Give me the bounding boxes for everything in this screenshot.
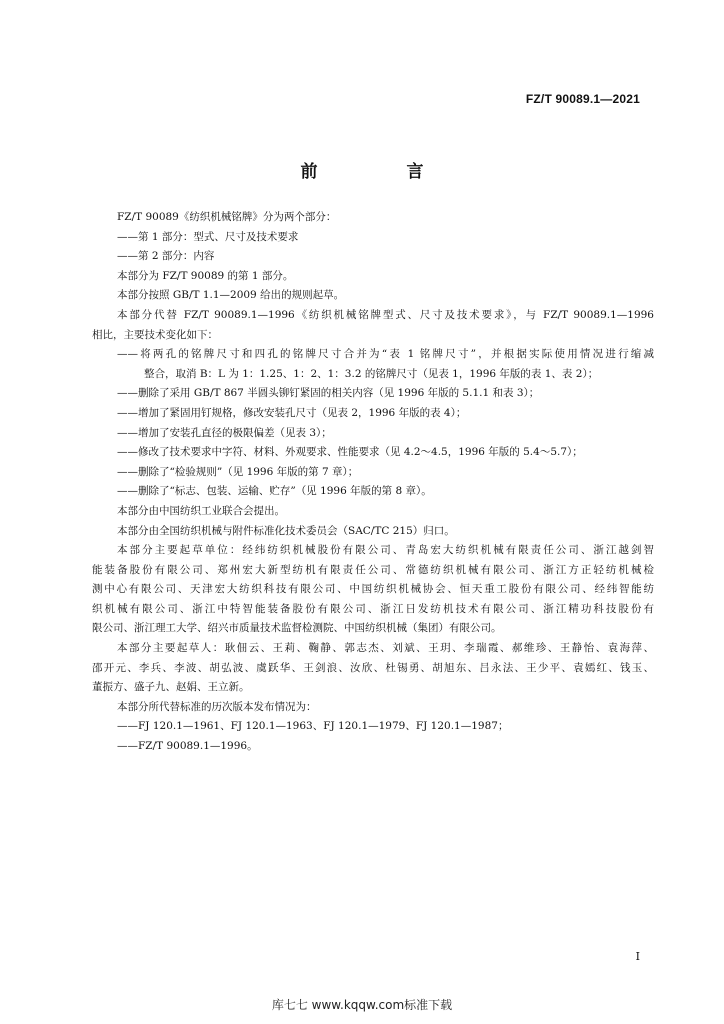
page-title: 前 言: [300, 162, 460, 182]
paragraph-continuation: 织机械有限公司、浙江中特智能装备股份有限公司、浙江日发纺机技术有限公司、浙江精功科技股份有: [92, 602, 654, 615]
paragraph: 本部分主要起草单位：经纬纺织机械股份有限公司、青岛宏大纺织机械有限责任公司、浙江越剑智: [117, 544, 654, 557]
list-item: ——增加了紧固用钉规格，修改安装孔尺寸（见表 2，1996 年版的表 4）；: [117, 406, 467, 419]
paragraph: 本部分所代替标准的历次版本发布情况为：: [117, 700, 317, 713]
list-item: ——删除了“标志、包装、运输、贮存”（见 1996 年版的第 8 章）。: [117, 485, 432, 498]
list-item: ——删除了采用 GB/T 867 半圆头铆钉紧固的相关内容（见 1996 年版的 5.1.1 和表 3）；: [117, 387, 540, 400]
foreword-body: [0, 208, 724, 757]
paragraph: 本部分为 FZ/T 90089 的第 1 部分。: [117, 269, 294, 282]
paragraph-continuation: 限公司、浙江理工大学、绍兴市质量技术监督检测院、中国纺织机械（集团）有限公司。: [92, 622, 502, 635]
standard-code: FZ/T 90089.1—2021: [525, 92, 640, 106]
paragraph: 本部分由中国纺织工业联合会提出。: [117, 504, 285, 517]
paragraph-continuation: 测中心有限公司、天津宏大纺织科技有限公司、中国纺织机械协会、恒天重工股份有限公司、经纬智能纺: [92, 583, 654, 596]
paragraph-continuation: 邵开元、李兵、李波、胡弘波、虞跃华、王剑浪、汝欣、杜锡勇、胡旭东、吕永法、王少平、袁嫣红、钱玉、: [92, 661, 654, 674]
paragraph-continuation: 能装备股份有限公司、郑州宏大新型纺机有限责任公司、常德纺织机械有限公司、浙江方正轻纺机械检: [92, 563, 654, 576]
watermark-text: 库七七 www.kqqw.com标准下载: [271, 998, 453, 1012]
list-item: ——第 2 部分：内容: [117, 250, 215, 263]
list-item: ——增加了安装孔直径的极限偏差（见表 3）；: [117, 426, 332, 439]
page-number: I: [635, 950, 640, 963]
paragraph: 本部分主要起草人：耿佃云、王莉、鞠静、郭志杰、刘斌、王玥、李瑞霞、郝维珍、王静怡、袁海萍、: [117, 642, 654, 655]
paragraph-continuation: 相比，主要技术变化如下：: [92, 328, 218, 341]
list-item: ——修改了技术要求中字符、材料、外观要求、性能要求（见 4.2～4.5，1996 年版的 5.4～5.7）；: [117, 446, 583, 459]
list-item: ——FJ 120.1—1961、FJ 120.1—1963、FJ 120.1—1979、FJ 120.1—1987；: [117, 720, 509, 733]
list-item: ——FZ/T 90089.1—1996。: [117, 740, 258, 753]
list-item: ——第 1 部分：型式、尺寸及技术要求: [117, 230, 299, 243]
list-item: ——删除了“检验规则”（见 1996 年版的第 7 章）；: [117, 465, 359, 478]
paragraph-continuation: 董振方、盛子九、赵娟、王立新。: [92, 681, 250, 694]
list-item-continuation: 整合，取消 B：L 为 1：1.25、1：2、1：3.2 的铭牌尺寸（见表 1，1996 年版的表 1、表 2）；: [144, 367, 599, 380]
paragraph: 本部分代替 FZ/T 90089.1—1996《纺织机械铭牌型式、尺寸及技术要求》，与 FZ/T 90089.1—1996: [117, 308, 654, 321]
paragraph: FZ/T 90089《纺织机械铭牌》分为两个部分：: [117, 211, 337, 223]
paragraph: 本部分由全国纺织机械与附件标准化技术委员会（SAC/TC 215）归口。: [117, 524, 455, 537]
list-item: ——将两孔的铭牌尺寸和四孔的铭牌尺寸合并为“表 1 铭牌尺寸”，并根据实际使用情况进行缩减: [117, 348, 654, 361]
paragraph: 本部分按照 GB/T 1.1—2009 给出的规则起草。: [117, 289, 345, 302]
